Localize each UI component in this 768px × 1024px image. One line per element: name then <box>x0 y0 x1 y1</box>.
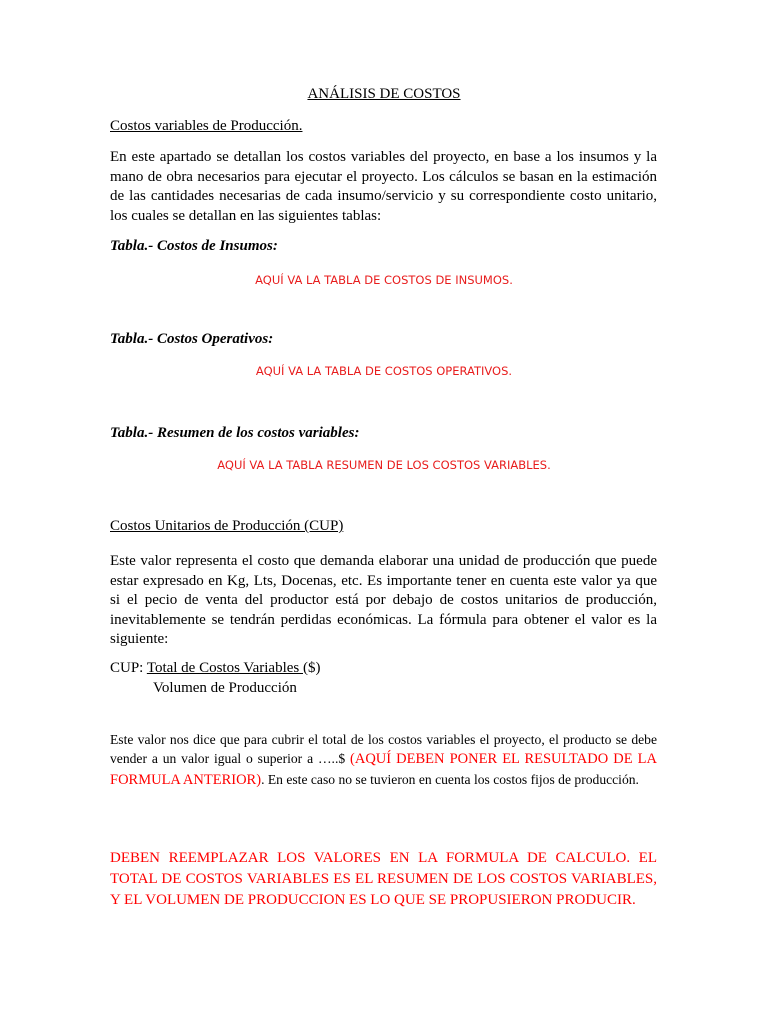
section-heading-variable-costs: Costos variables de Producción. <box>110 118 303 134</box>
instruction-warning: DEBEN REEMPLAZAR LOS VALORES EN LA FORMULA DE CALCULO. EL TOTAL DE COSTOS VARIABLES ES EL RESUMEN DE LOS COSTOS VARIABLES, Y EL VOLUMEN DE PRODUCCION ES LO QUE SE PROPUSIERON PRODUCIR. <box>110 850 657 908</box>
formula-numerator-unit: ($) <box>302 660 321 676</box>
formula-numerator: Total de Costos Variables <box>146 660 303 676</box>
explanation-text-before: Este valor nos dice que para cubrir el total de los costos variables el proyecto, el producto se debe vender a un valor igual o superior a …..$ <box>110 732 657 767</box>
table-label-operativos: Tabla.- Costos Operativos: <box>110 331 274 347</box>
table-label-insumos: Tabla.- Costos de Insumos: <box>110 238 278 254</box>
section-heading-unit-costs: Costos Unitarios de Producción (CUP) <box>110 518 344 534</box>
table-placeholder-resumen: AQUÍ VA LA TABLA RESUMEN DE LOS COSTOS VARIABLES. <box>217 458 551 472</box>
table-label-resumen: Tabla.- Resumen de los costos variables: <box>110 425 360 441</box>
explanation-text-after: . En este caso no se tuvieron en cuenta los costos fijos de producción. <box>261 771 639 787</box>
formula-prefix: CUP: <box>110 660 147 676</box>
document-title: ANÁLISIS DE COSTOS <box>307 86 461 102</box>
table-placeholder-operativos: AQUÍ VA LA TABLA DE COSTOS OPERATIVOS. <box>255 364 513 378</box>
explanation-highlight: (AQUÍ DEBEN PONER EL RESULTADO DE LA FORMULA ANTERIOR) <box>110 751 657 788</box>
formula-denominator: Volumen de Producción <box>153 680 297 696</box>
table-placeholder-insumos: AQUÍ VA LA TABLA DE COSTOS DE INSUMOS. <box>255 273 513 287</box>
cup-formula-numerator-row <box>110 660 320 677</box>
variable-costs-paragraph: En este apartado se detallan los costos variables del proyecto, en base a los insumos y la mano de obra necesarios para ejecutar el proyecto. Los cálculos se basan en la estimación de las cantidades necesarias de cada insumo/servicio y su correspondiente costo unitario, los cuales se detallan en las siguientes tablas: <box>110 149 657 224</box>
unit-costs-paragraph: Este valor representa el costo que demanda elaborar una unidad de producción que puede estar expresado en Kg, Lts, Docenas, etc. Es importante tener en cuenta este valor ya que si el pecio de venta del productor está por debajo de costos unitarios de producción, inevitablemente se tendrán perdidas económicas. La fórmula para obtener el valor es la siguiente: <box>110 553 657 647</box>
cup-explanation-paragraph <box>110 730 657 790</box>
